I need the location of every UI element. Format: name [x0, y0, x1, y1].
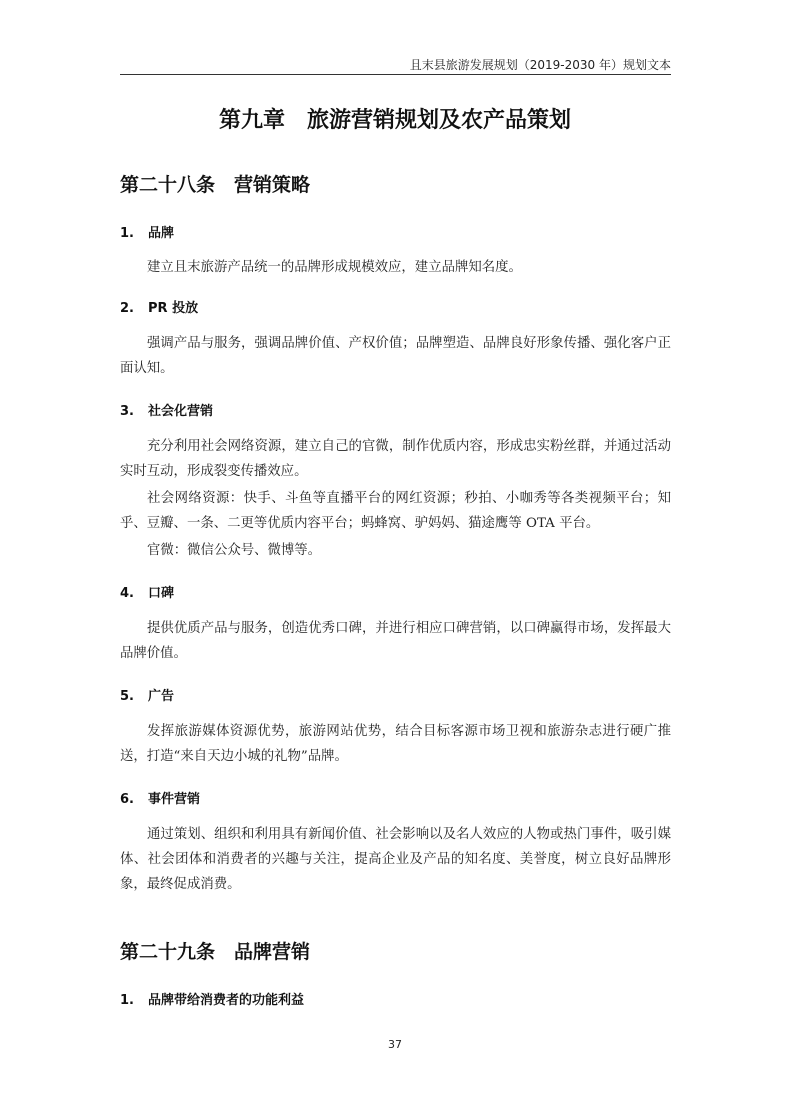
page-number: 37 — [388, 1038, 402, 1051]
item-title: PR 投放 — [148, 301, 199, 316]
paragraph: 充分利用社会网络资源，建立自己的官微，制作优质内容，形成忠实粉丝群，并通过活动实时互动，形成裂变传播效应。 — [120, 439, 671, 479]
article-title-28: 第二十八条 营销策略 — [120, 174, 311, 196]
item-heading-pr — [120, 297, 198, 316]
chapter-title: 第九章 旅游营销规划及农产品策划 — [218, 108, 571, 133]
paragraph: 提供优质产品与服务，创造优秀口碑，并进行相应口碑营销，以口碑赢得市场，发挥最大品牌价值。 — [120, 621, 671, 661]
item-title: 社会化营销 — [148, 404, 214, 419]
item-title: 品牌带给消费者的功能利益 — [148, 993, 305, 1008]
paragraph: 通过策划、组织和利用具有新闻价值、社会影响以及名人效应的人物或热门事件，吸引媒体、社会团体和消费者的兴趣与关注，提高企业及产品的知名度、美誉度，树立良好品牌形象，最终促成消费。 — [120, 827, 671, 892]
item-title: 事件营销 — [148, 792, 201, 807]
item-heading-brand — [120, 222, 174, 241]
item-heading-social-marketing — [120, 400, 213, 419]
item-number: 6. — [120, 792, 134, 807]
item-number: 1. — [120, 993, 134, 1008]
item-heading-functional-benefits — [120, 989, 304, 1008]
paragraph: 官微：微信公众号、微博等。 — [147, 543, 322, 558]
item-title: 品牌 — [148, 226, 175, 241]
item-number: 4. — [120, 586, 134, 601]
running-header: 且末县旅游发展规划（2019-2030 年）规划文本 — [409, 58, 671, 72]
header-rule — [120, 74, 671, 75]
item-number: 5. — [120, 689, 134, 704]
item-title: 广告 — [148, 689, 175, 704]
item-number: 1. — [120, 226, 134, 241]
item-heading-advertising — [120, 685, 174, 704]
item-title: 口碑 — [148, 586, 175, 601]
item-heading-word-of-mouth — [120, 582, 174, 601]
item-number: 2. — [120, 301, 134, 316]
paragraph: 强调产品与服务，强调品牌价值、产权价值；品牌塑造、品牌良好形象传播、强化客户正面认知。 — [120, 336, 671, 376]
item-heading-event-marketing — [120, 788, 200, 807]
paragraph: 社会网络资源：快手、斗鱼等直播平台的网红资源；秒拍、小咖秀等各类视频平台；知乎、豆瓣、一条、二更等优质内容平台；蚂蜂窝、驴妈妈、猫途鹰等 OTA 平台。 — [120, 491, 671, 531]
paragraph: 发挥旅游媒体资源优势，旅游网站优势，结合目标客源市场卫视和旅游杂志进行硬广推送，打造“来自天边小城的礼物”品牌。 — [120, 724, 671, 764]
paragraph: 建立且末旅游产品统一的品牌形成规模效应，建立品牌知名度。 — [147, 260, 522, 275]
article-title-29: 第二十九条 品牌营销 — [120, 941, 311, 963]
item-number: 3. — [120, 404, 134, 419]
